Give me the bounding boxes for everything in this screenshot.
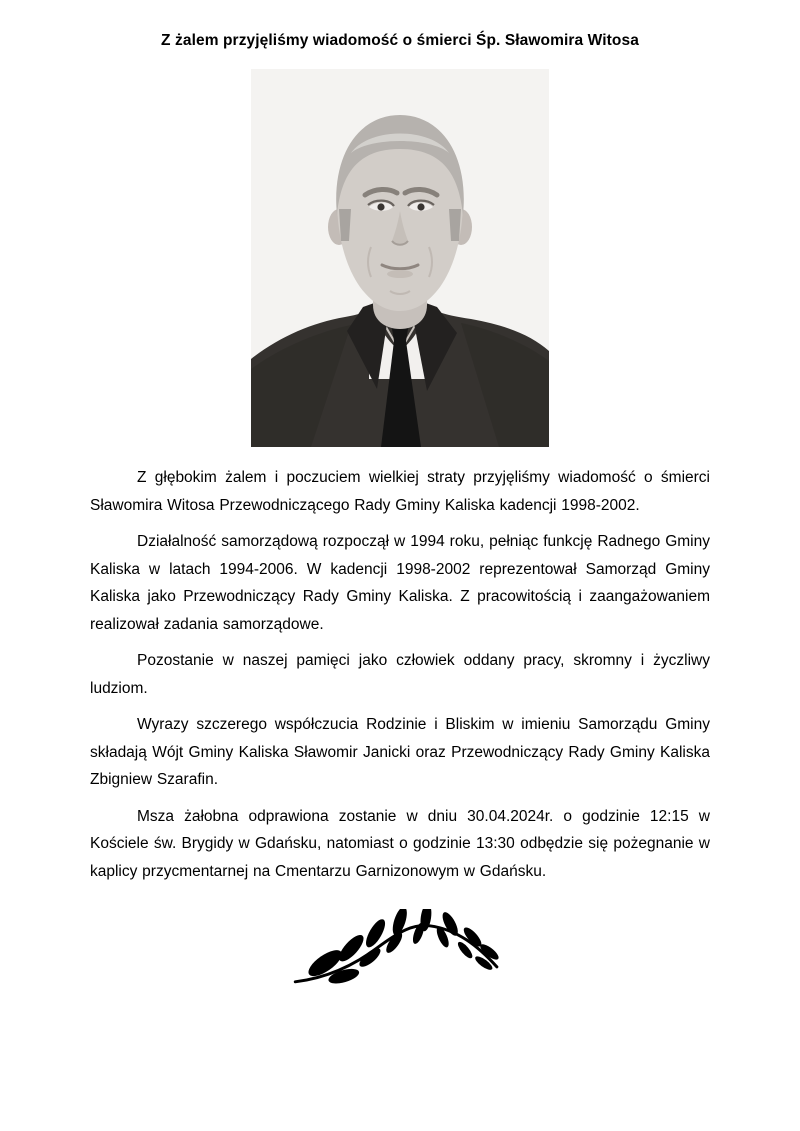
paragraph-condolences-from: Wyrazy szczerego współczucia Rodzinie i Bliskim w imieniu Samorządu Gminy składają Wójt Gminy Kaliska Sławomir Janicki oraz Przewodniczący Rady Gminy Kaliska Zbigniew Szarafin.	[90, 716, 710, 788]
page-title: Z żalem przyjęliśmy wiadomość o śmierci Śp. Sławomira Witosa	[161, 32, 639, 49]
paragraph-career: Działalność samorządową rozpoczął w 1994 roku, pełniąc funkcję Radnego Gminy Kaliska w latach 1994-2006. W kadencji 1998-2002 reprezentował Samorząd Gminy Kaliska jako Przewodniczący Rady Gminy Kaliska. Z pracowitością i zaangażowaniem realizował zadania samorządowe.	[90, 533, 710, 633]
portrait-photo	[251, 69, 549, 447]
laurel-branch-image	[288, 909, 506, 993]
laurel-branch-graphic	[288, 909, 506, 993]
paragraph-condolence-intro: Z głębokim żalem i poczuciem wielkiej straty przyjęliśmy wiadomość o śmierci Sławomira Witosa Przewodniczącego Rady Gminy Kaliska kadencji 1998-2002.	[90, 469, 710, 514]
portrait-photo-graphic	[251, 69, 549, 447]
obituary-text	[90, 464, 710, 885]
paragraph-memory: Pozostanie w naszej pamięci jako człowiek oddany pracy, skromny i życzliwy ludziom.	[90, 652, 710, 697]
paragraph-funeral-details: Msza żałobna odprawiona zostanie w dniu 30.04.2024r. o godzinie 12:15 w Kościele św. Brygidy w Gdańsku, natomiast o godzinie 13:30 odbędzie się pożegnanie w kaplicy przycmentarnej na Cmentarzu Garnizonowym w Gdańsku.	[90, 807, 710, 880]
